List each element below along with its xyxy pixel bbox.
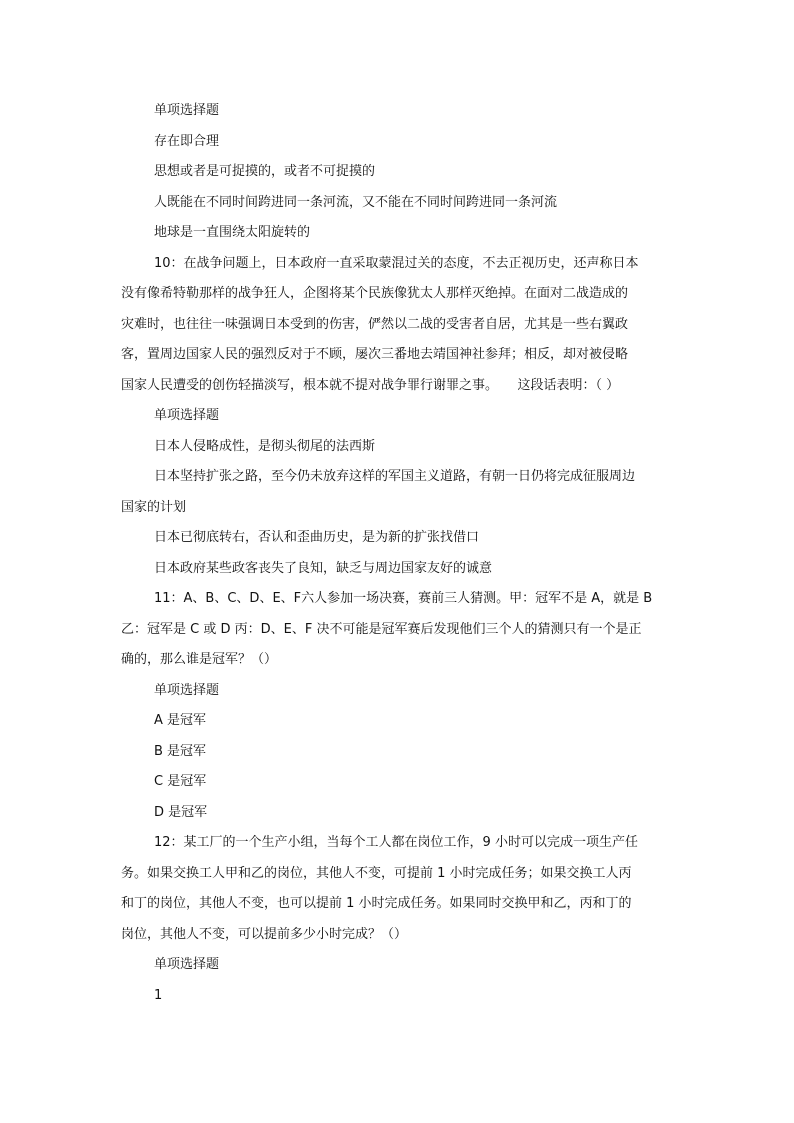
question-11-line: 11：A、B、C、D、E、F六人参加一场决赛，赛前三人猜测。甲：冠军不是 A，就是 B — [154, 591, 653, 606]
question-10-line: 灾难时，也往往一味强调日本受到的伤害，俨然以二战的受害者自居，尤其是一些右翼政 — [121, 316, 629, 332]
option-text: C 是冠军 — [154, 774, 207, 789]
option-text: 1 — [154, 987, 163, 1003]
question-11-line: 确的，那么谁是冠军？（） — [121, 652, 278, 667]
question-12-line: 岗位，其他人不变，可以提前多少小时完成？（） — [121, 926, 408, 942]
option-text: 地球是一直围绕太阳旋转的 — [154, 225, 311, 240]
question-type-label: 单项选择题 — [154, 103, 220, 118]
option-text: 日本人侵略成性，是彻头彻尾的法西斯 — [154, 438, 376, 454]
question-12-line: 和丁的岗位，其他人不变，也可以提前 1 小时完成任务。如果同时交换甲和乙，丙和丁的 — [121, 896, 632, 911]
option-text: B 是冠军 — [154, 743, 207, 759]
question-10-line: 没有像希特勒那样的战争狂人，企图将某个民族像犹太人那样灭绝掉。在面对二战造成的 — [121, 286, 629, 301]
question-10-line: 国家人民遭受的创伤轻描淡写，根本就不提对战争罪行谢罪之事。 这段话表明：（ ） — [121, 377, 620, 393]
option-text: 国家的计划 — [121, 499, 187, 515]
question-10-line: 客，置周边国家人民的强烈反对于不顾，屡次三番地去靖国神社参拜；相反，却对被侵略 — [121, 347, 629, 362]
option-text: 思想或者是可捉摸的，或者不可捉摸的 — [154, 164, 376, 179]
question-type-label: 单项选择题 — [154, 682, 220, 698]
question-10-line: 10：在战争问题上，日本政府一直采取蒙混过关的态度，不去正视历史，还声称日本 — [154, 255, 639, 271]
question-type-label: 单项选择题 — [154, 957, 220, 972]
question-type-label: 单项选择题 — [154, 408, 220, 423]
option-text: 存在即合理 — [154, 133, 220, 149]
option-text: A 是冠军 — [154, 713, 207, 728]
question-12-line: 务。如果交换工人甲和乙的岗位，其他人不变，可提前 1 小时完成任务；如果交换工人丙 — [121, 865, 632, 881]
question-11-line: 乙：冠军是 C 或 D 丙：D、E、F 决不可能是冠军赛后发现他们三个人的猜测只有一个是正 — [121, 621, 642, 637]
option-text: 人既能在不同时间跨进同一条河流，又不能在不同时间跨进同一条河流 — [154, 194, 558, 210]
option-text: D 是冠军 — [154, 804, 208, 820]
question-12-line: 12：某工厂的一个生产小组，当每个工人都在岗位工作，9 小时可以完成一项生产任 — [154, 835, 638, 850]
option-text: 日本已彻底转右，否认和歪曲历史，是为新的扩张找借口 — [154, 530, 480, 545]
option-text: 日本坚持扩张之路，至今仍未放弃这样的军国主义道路，有朝一日仍将完成征服周边 — [154, 469, 636, 484]
document-page — [121, 96, 673, 1011]
option-text: 日本政府某些政客丧失了良知，缺乏与周边国家友好的诚意 — [154, 560, 493, 576]
